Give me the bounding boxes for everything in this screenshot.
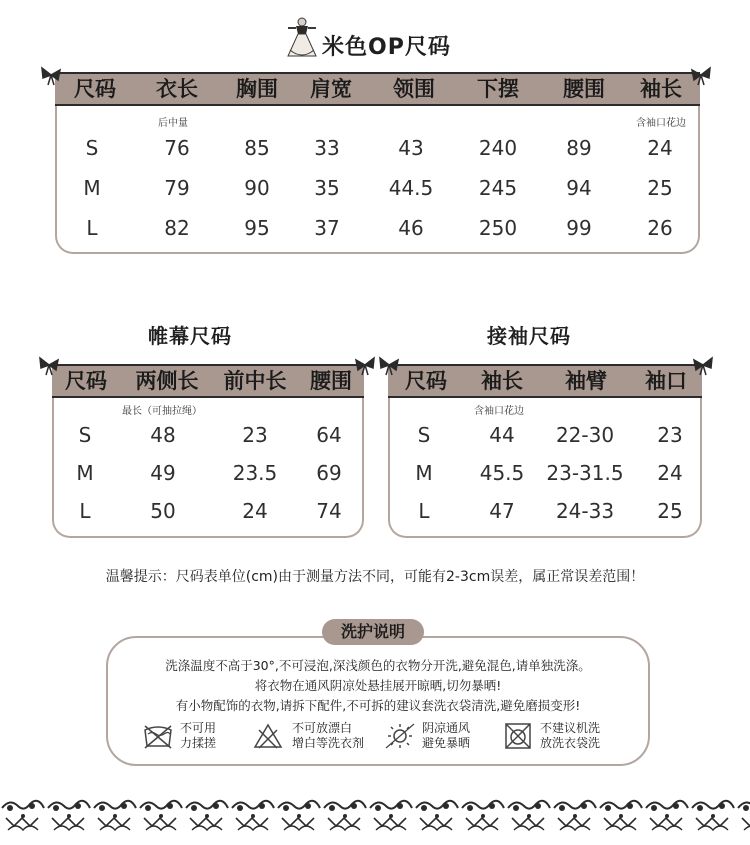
care-title: 洗护说明 bbox=[322, 619, 424, 645]
cell: S bbox=[85, 136, 99, 160]
cell: 45.5 bbox=[479, 461, 525, 485]
bow-icon bbox=[38, 354, 60, 376]
cell: S bbox=[78, 423, 92, 447]
cell: 82 bbox=[164, 216, 190, 240]
cell: M bbox=[76, 461, 94, 485]
cell: 64 bbox=[316, 423, 342, 447]
no-wring-icon bbox=[142, 722, 174, 750]
curtain-title: 帷幕尺码 bbox=[148, 324, 232, 348]
cell: 85 bbox=[244, 136, 270, 160]
cell: 46 bbox=[398, 216, 424, 240]
care-item-line: 放洗衣袋洗 bbox=[540, 736, 601, 750]
op-note-length: 后中量 bbox=[158, 118, 188, 129]
op-header-hem: 下摆 bbox=[477, 77, 519, 101]
cell: S bbox=[417, 423, 431, 447]
curtain-header-waist: 腰围 bbox=[310, 369, 352, 393]
bow-icon bbox=[354, 354, 376, 376]
op-header-waist: 腰围 bbox=[563, 77, 605, 101]
op-header-bust: 胸围 bbox=[236, 77, 278, 101]
cell: 76 bbox=[164, 136, 190, 160]
bow-icon bbox=[692, 354, 714, 376]
cell: L bbox=[79, 499, 91, 523]
care-line-1: 洗涤温度不高于30°,不可浸泡,深浅颜色的衣物分开洗,避免混色,请单独洗涤。 bbox=[165, 658, 591, 673]
op-header-size: 尺码 bbox=[74, 77, 116, 101]
cell: 90 bbox=[244, 176, 270, 200]
cell: 35 bbox=[314, 176, 340, 200]
curtain-header-side: 两侧长 bbox=[135, 369, 199, 393]
cell: 79 bbox=[164, 176, 190, 200]
care-item-line: 力揉搓 bbox=[180, 736, 217, 750]
op-table-header bbox=[55, 72, 700, 106]
cell: 74 bbox=[316, 499, 342, 523]
main-title: 米色OP尺码 bbox=[322, 35, 451, 60]
cell: 24-33 bbox=[555, 499, 615, 523]
cell: 43 bbox=[398, 136, 424, 160]
care-line-3: 有小物配饰的衣物,请拆下配件,不可拆的建议套洗衣袋清洗,避免磨损变形! bbox=[175, 698, 581, 713]
cell: 33 bbox=[314, 136, 340, 160]
cell: 23 bbox=[242, 423, 268, 447]
bow-icon bbox=[40, 64, 62, 86]
cell: 25 bbox=[647, 176, 673, 200]
cell: 50 bbox=[150, 499, 176, 523]
cell: L bbox=[418, 499, 430, 523]
cell: 37 bbox=[314, 216, 340, 240]
cell: 69 bbox=[316, 461, 342, 485]
op-header-neck: 领围 bbox=[393, 77, 435, 101]
cell: 44 bbox=[489, 423, 515, 447]
cell: 245 bbox=[478, 176, 518, 200]
op-header-sleeve: 袖长 bbox=[640, 77, 682, 101]
curtain-header-size: 尺码 bbox=[65, 369, 107, 393]
cell: 22-30 bbox=[555, 423, 615, 447]
bow-icon bbox=[378, 354, 400, 376]
cell: 24 bbox=[242, 499, 268, 523]
cell: 23.5 bbox=[232, 461, 278, 485]
cell: 250 bbox=[478, 216, 518, 240]
op-header-shoulder: 肩宽 bbox=[310, 77, 352, 101]
care-item-line: 不建议机洗 bbox=[540, 721, 601, 735]
cell: 48 bbox=[150, 423, 176, 447]
care-item-line: 增白等洗衣剂 bbox=[292, 736, 365, 750]
care-item-line: 不可放漂白 bbox=[292, 721, 353, 735]
sleeve-note: 含袖口花边 bbox=[474, 406, 524, 417]
dress-icon bbox=[284, 16, 320, 60]
shade-dry-icon bbox=[384, 722, 416, 750]
no-bleach-icon bbox=[252, 722, 284, 750]
cell: 23 bbox=[657, 423, 683, 447]
cell: 24 bbox=[647, 136, 673, 160]
op-note-sleeve: 含袖口花边 bbox=[636, 118, 686, 129]
curtain-header-front: 前中长 bbox=[223, 369, 287, 393]
sleeve-table-header bbox=[388, 364, 702, 398]
cell: 23-31.5 bbox=[546, 461, 624, 485]
cell: 25 bbox=[657, 499, 683, 523]
curtain-note: 最长（可抽拉绳） bbox=[122, 406, 202, 417]
cell: 44.5 bbox=[388, 176, 434, 200]
sleeve-header-length: 袖长 bbox=[481, 369, 523, 393]
curtain-table-header bbox=[52, 364, 364, 398]
cell: M bbox=[415, 461, 433, 485]
measurement-tip: 温馨提示：尺码表单位(cm)由于测量方法不同，可能有2-3cm误差，属正常误差范围！ bbox=[105, 569, 645, 585]
cell: 47 bbox=[489, 499, 515, 523]
cell: 95 bbox=[244, 216, 270, 240]
cell: 49 bbox=[150, 461, 176, 485]
sleeve-title: 接袖尺码 bbox=[487, 324, 571, 348]
sleeve-header-arm: 袖臂 bbox=[565, 369, 607, 393]
care-item-line: 不可用 bbox=[180, 721, 217, 735]
care-item-line: 避免暴晒 bbox=[422, 736, 471, 750]
op-header-length: 衣长 bbox=[156, 77, 198, 101]
cell: 24 bbox=[657, 461, 683, 485]
bow-icon bbox=[690, 64, 712, 86]
cell: L bbox=[86, 216, 98, 240]
cell: 94 bbox=[566, 176, 592, 200]
cell: 99 bbox=[566, 216, 592, 240]
cell: 240 bbox=[478, 136, 518, 160]
no-machine-wash-icon bbox=[502, 722, 534, 750]
cell: 26 bbox=[647, 216, 673, 240]
cell: 89 bbox=[566, 136, 592, 160]
care-item-line: 阴凉通风 bbox=[422, 721, 471, 735]
sleeve-header-cuff: 袖口 bbox=[645, 369, 687, 393]
care-line-2: 将衣物在通风阴凉处悬挂展开晾晒,切勿暴晒! bbox=[254, 678, 502, 693]
sleeve-header-size: 尺码 bbox=[405, 369, 447, 393]
lace-border bbox=[0, 796, 750, 836]
cell: M bbox=[83, 176, 101, 200]
